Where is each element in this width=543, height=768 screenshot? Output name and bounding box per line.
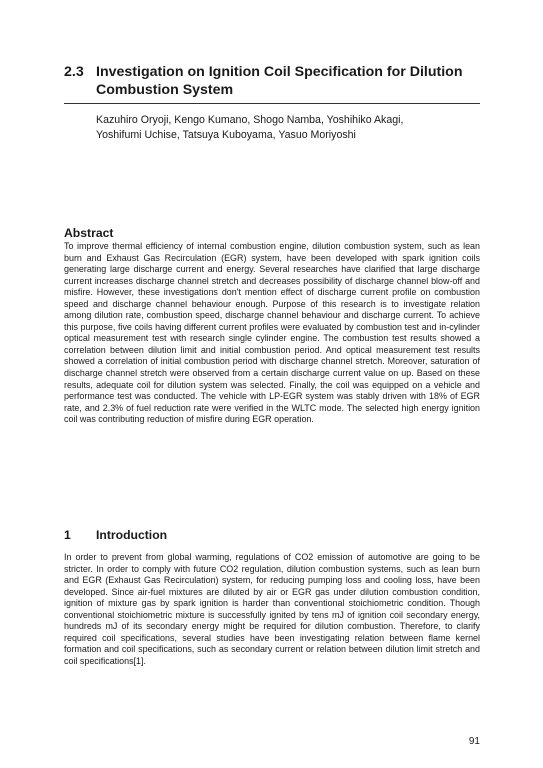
introduction-number: 1 [64, 528, 71, 542]
section-title: Investigation on Ignition Coil Specification for Dilution Combustion System [96, 64, 463, 98]
author-line-1: Kazuhiro Oryoji, Kengo Kumano, Shogo Namba, Yoshihiko Akagi, [96, 114, 404, 126]
heading-rule [64, 103, 480, 104]
abstract-heading: Abstract [64, 226, 114, 240]
abstract-body: To improve thermal efficiency of internal combustion engine, dilution combustion system, such as lean burn and Exhaust Gas Recirculation (EGR) system, have been developed with spark ignition coils generating large discharge current and energy. Several researches have clarified that large discharge current increases discharge channel stretch and decreases possibility of discharge channel blow-off and misfire. However, these investigations don't mention effect of discharge current profile on combustion speed and discharge channel behaviour enough. Purpose of this research is to investigate relation among dilution rate, combustion speed, discharge channel behaviour and discharge current. To achieve this purpose, five coils having different current profiles were evaluated by combustion test and in-cylinder optical measurement test with research single cylinder engine. The combustion test results showed a correlation between dilution limit and initial combustion period. And optical measurement test results showed a correlation of initial combustion period with discharge channel stretch. Moreover, saturation of discharge channel stretch were observed from a certain discharge current value on up. Based on these results, adequate coil for dilution system was selected. Finally, the coil was equipped on a vehicle and performance test was conducted. The vehicle with LP-EGR system was stably driven with 18% of EGR rate, and 2.3% of fuel reduction rate were verified in the WLTC mode. The selected high energy ignition coil was contributing reduction of misfire during EGR operation. [64, 241, 480, 425]
author-list [96, 113, 480, 143]
page-number: 91 [468, 736, 480, 747]
section-number: 2.3 [64, 64, 84, 80]
introduction-title: Introduction [96, 528, 168, 542]
author-line-2: Yoshifumi Uchise, Tatsuya Kuboyama, Yasuo Moriyoshi [96, 129, 356, 141]
introduction-body: In order to prevent from global warming, regulations of CO2 emission of automotive are going to be stricter. In order to comply with future CO2 regulation, dilution combustion systems, such as lean burn and EGR (Exhaust Gas Recirculation) system, for reducing pumping loss and cooling loss, have been developed. Since air-fuel mixtures are diluted by air or EGR gas under dilution combustion condition, ignition of mixture gas by spark ignition is harder than conventional stoichiometric condition. Though conventional stoichiometric mixture is successfully ignited by tens mJ of ignition coil secondary energy, hundreds mJ of its secondary energy might be required for dilution combustion. Therefore, to clarify required coil specifications, several studies have been investigating relation between flame kernel formation and coil specifications, such as secondary current or relation between dilution limit stretch and coil specifications[1]. [64, 552, 480, 666]
